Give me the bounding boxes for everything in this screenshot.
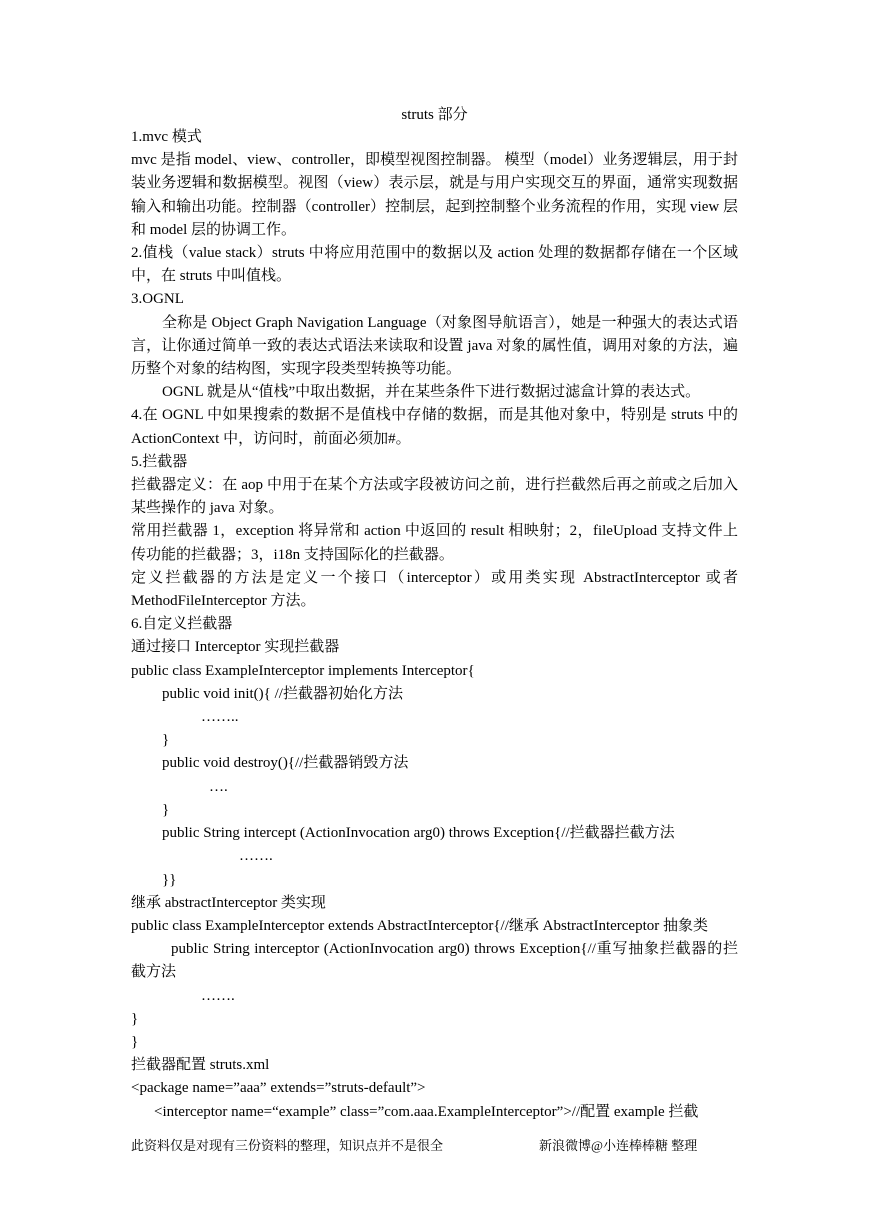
code-line: } (131, 1033, 139, 1050)
code-line: } (162, 732, 170, 749)
paragraph: 定义拦截器的方法是定义一个接口（interceptor）或用类实现 AbstractInterceptor 或者 MethodFileInterceptor 方法。 (131, 569, 738, 610)
section-heading: 5.拦截器 (131, 453, 188, 470)
paragraph: OGNL 就是从“值栈”中取出数据，并在某些条件下进行数据过滤盒计算的表达式。 (162, 384, 701, 401)
section-heading: 1.mvc 模式 (131, 129, 202, 145)
code-line: public void destroy(){//拦截器销毁方法 (162, 755, 409, 772)
code-line: public String intercept (ActionInvocation arg0) throws Exception{//拦截器拦截方法 (162, 825, 675, 842)
code-line: public class ExampleInterceptor implements Interceptor{ (131, 662, 475, 679)
code-line: public class ExampleInterceptor extends AbstractInterceptor{//继承 AbstractInterceptor 抽象类 (131, 917, 709, 934)
document-body (131, 126, 738, 1124)
footer-credit: 新浪微博@小连棒棒糖 整理 (539, 1138, 698, 1153)
code-line: public String interceptor (ActionInvocation arg0) throws Exception{//重写抽象拦截器的拦截方法 (131, 941, 738, 981)
section-heading: 3.OGNL (131, 291, 184, 308)
section-heading: 4.在 OGNL 中如果搜索的数据不是值栈中存储的数据，而是其他对象中，特别是 struts 中的 ActionContext 中，访问时，前面必须加#。 (131, 407, 738, 447)
code-line: …. (209, 778, 228, 795)
paragraph: 继承 abstractInterceptor 类实现 (131, 894, 326, 911)
code-line: } (162, 801, 170, 818)
code-line: }} (162, 871, 177, 888)
code-line: <interceptor name=“example” class=”com.aaa.ExampleInterceptor”>//配置 example 拦截 (154, 1103, 699, 1120)
paragraph: 通过接口 Interceptor 实现拦截器 (131, 639, 340, 656)
paragraph: 常用拦截器 1，exception 将异常和 action 中返回的 result 相映射；2，fileUpload 支持文件上传功能的拦截器；3，i18n 支持国际化的拦截器。 (131, 523, 738, 563)
paragraph: 拦截器配置 struts.xml (131, 1057, 270, 1074)
paragraph: 全称是 Object Graph Navigation Language（对象图导航语言），她是一种强大的表达式语言，让你通过简单一致的表达式语法来读取和设置 java 对象的属性值，调用对象的方法，遍历整个对象的结构图，实现字段类型转换等功能。 (131, 314, 738, 378)
code-line: ……. (201, 987, 235, 1004)
code-line: <package name=”aaa” extends=”struts-default”> (131, 1080, 426, 1097)
footer-note: 此资料仅是对现有三份资料的整理，知识点并不是很全 (131, 1138, 444, 1153)
section-heading: 2.值栈（value stack）struts 中将应用范围中的数据以及 action 处理的数据都存储在一个区域中，在 struts 中叫值栈。 (131, 245, 738, 285)
code-line: } (131, 1010, 139, 1027)
paragraph: mvc 是指 model、view、controller，即模型视图控制器。 模型（model）业务逻辑层，用于封装业务逻辑和数据模型。视图（view）表示层，就是与用户实现交互的界面，通常实现数据输入和输出功能。控制器（controller）控制层，起到控制整个业务流程的作用，实现 view 层和 model 层的协调工作。 (131, 152, 738, 238)
section-heading: 6.自定义拦截器 (131, 616, 233, 633)
page-title: struts 部分 (401, 107, 468, 123)
code-line: …….. (201, 709, 239, 726)
paragraph: 拦截器定义：在 aop 中用于在某个方法或字段被访问之前，进行拦截然后再之前或之后加入某些操作的 java 对象。 (131, 477, 738, 517)
code-line: ……. (239, 848, 273, 865)
code-line: public void init(){ //拦截器初始化方法 (162, 685, 403, 702)
